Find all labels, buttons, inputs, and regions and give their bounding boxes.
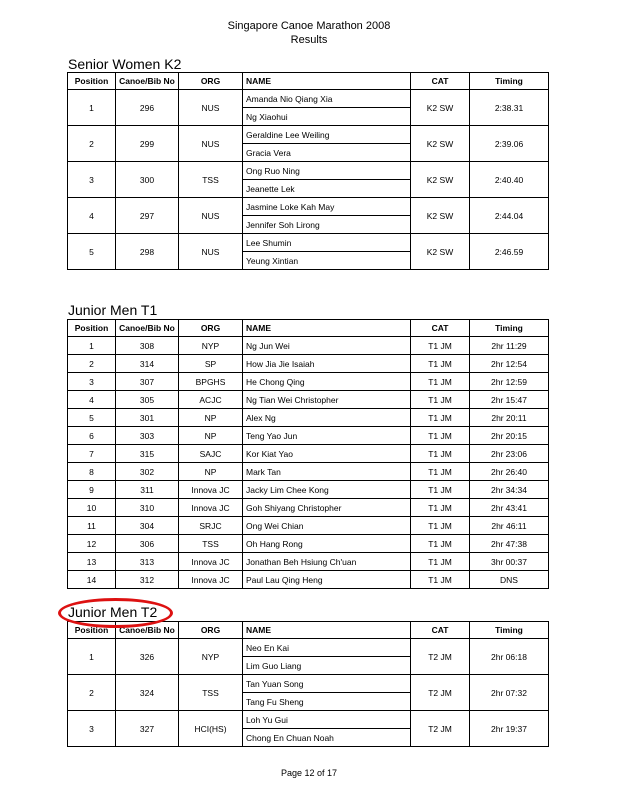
timing-cell: 2hr 11:29 [470,337,549,355]
cat-cell: K2 SW [411,126,470,162]
cat-cell: T1 JM [411,499,470,517]
name-cell: Ng Jun Wei [243,337,411,355]
name-cell: Goh Shiyang Christopher [243,499,411,517]
bib-cell: 296 [116,90,179,126]
bib-cell: 311 [116,481,179,499]
column-header-bib: Canoe/Bib No [116,622,179,639]
name-cell: Mark Tan [243,463,411,481]
cat-cell: T1 JM [411,517,470,535]
org-cell: NP [179,409,243,427]
red-circle-annotation [58,598,173,628]
header-row [68,73,549,90]
cat-cell: T2 JM [411,639,470,675]
table-row [68,553,549,571]
table-row [68,517,549,535]
name-cell: Loh Yu Gui [243,711,411,729]
timing-cell: 2hr 43:41 [470,499,549,517]
timing-cell: 2:39.06 [470,126,549,162]
org-cell: NUS [179,234,243,270]
table-row [68,571,549,589]
timing-cell: 2hr 15:47 [470,391,549,409]
column-header-name: NAME [243,622,411,639]
column-header-position: Position [68,622,116,639]
table-row [68,463,549,481]
name-cell: Paul Lau Qing Heng [243,571,411,589]
name-cell: Jacky Lim Chee Kong [243,481,411,499]
name-cell: Teng Yao Jun [243,427,411,445]
timing-cell: 2hr 06:18 [470,639,549,675]
section-title-senior-women-k2: Senior Women K2 [68,56,182,72]
org-cell: ACJC [179,391,243,409]
bib-cell: 304 [116,517,179,535]
column-header-org: ORG [179,320,243,337]
org-cell: Innova JC [179,499,243,517]
org-cell: SAJC [179,445,243,463]
org-cell: Innova JC [179,571,243,589]
column-header-org: ORG [179,73,243,90]
position-cell: 3 [68,373,116,391]
org-cell: NP [179,427,243,445]
org-cell: SP [179,355,243,373]
column-header-position: Position [68,73,116,90]
position-cell: 7 [68,445,116,463]
org-cell: HCI(HS) [179,711,243,747]
results-table-junior-men-t1 [67,319,549,589]
column-header-cat: CAT [411,73,470,90]
position-cell: 9 [68,481,116,499]
name-cell: Yeung Xintian [243,252,411,270]
timing-cell: 2hr 20:11 [470,409,549,427]
timing-cell: 2:38.31 [470,90,549,126]
bib-cell: 326 [116,639,179,675]
bib-cell: 315 [116,445,179,463]
org-cell: TSS [179,535,243,553]
timing-cell: 2hr 23:06 [470,445,549,463]
table-row [68,391,549,409]
position-cell: 1 [68,90,116,126]
column-header-timing: Timing [470,320,549,337]
bib-cell: 308 [116,337,179,355]
bib-cell: 310 [116,499,179,517]
position-cell: 13 [68,553,116,571]
name-cell: Kor Kiat Yao [243,445,411,463]
section-title-junior-men-t2: Junior Men T2 [68,604,158,620]
column-header-bib: Canoe/Bib No [116,320,179,337]
name-cell: Ng Xiaohui [243,108,411,126]
column-header-position: Position [68,320,116,337]
cat-cell: T1 JM [411,463,470,481]
table-row [68,90,549,108]
org-cell: NP [179,463,243,481]
timing-cell: 2:44.04 [470,198,549,234]
name-cell: Gracia Vera [243,144,411,162]
bib-cell: 297 [116,198,179,234]
document-subtitle: Results [290,34,328,46]
org-cell: NUS [179,126,243,162]
bib-cell: 301 [116,409,179,427]
position-cell: 3 [68,162,116,198]
name-cell: Lee Shumin [243,234,411,252]
timing-cell: 2hr 20:15 [470,427,549,445]
cat-cell: T1 JM [411,535,470,553]
cat-cell: T2 JM [411,675,470,711]
table-row [68,198,549,216]
bib-cell: 306 [116,535,179,553]
cat-cell: T1 JM [411,391,470,409]
org-cell: TSS [179,675,243,711]
column-header-name: NAME [243,320,411,337]
name-cell: Ng Tian Wei Christopher [243,391,411,409]
position-cell: 2 [68,355,116,373]
bib-cell: 305 [116,391,179,409]
table-row [68,126,549,144]
timing-cell: 2hr 34:34 [470,481,549,499]
header-row [68,320,549,337]
table-row [68,481,549,499]
position-cell: 3 [68,711,116,747]
org-cell: Innova JC [179,553,243,571]
timing-cell: 2hr 12:54 [470,355,549,373]
bib-cell: 313 [116,553,179,571]
table-row [68,337,549,355]
name-cell: Tan Yuan Song [243,675,411,693]
name-cell: Geraldine Lee Weiling [243,126,411,144]
timing-cell: 2:46.59 [470,234,549,270]
org-cell: SRJC [179,517,243,535]
bib-cell: 303 [116,427,179,445]
bib-cell: 324 [116,675,179,711]
timing-cell: 2hr 46:11 [470,517,549,535]
name-cell: Chong En Chuan Noah [243,729,411,747]
name-cell: How Jia Jie Isaiah [243,355,411,373]
position-cell: 11 [68,517,116,535]
name-cell: Oh Hang Rong [243,535,411,553]
timing-cell: 3hr 00:37 [470,553,549,571]
name-cell: Jeanette Lek [243,180,411,198]
cat-cell: K2 SW [411,198,470,234]
column-header-cat: CAT [411,320,470,337]
timing-cell: 2hr 19:37 [470,711,549,747]
position-cell: 6 [68,427,116,445]
column-header-cat: CAT [411,622,470,639]
table-row [68,639,549,657]
cat-cell: T1 JM [411,355,470,373]
org-cell: NUS [179,198,243,234]
position-cell: 1 [68,639,116,675]
cat-cell: T2 JM [411,711,470,747]
bib-cell: 300 [116,162,179,198]
timing-cell: 2hr 47:38 [470,535,549,553]
position-cell: 5 [68,234,116,270]
name-cell: Ong Ruo Ning [243,162,411,180]
position-cell: 4 [68,198,116,234]
position-cell: 8 [68,463,116,481]
org-cell: Innova JC [179,481,243,499]
column-header-timing: Timing [470,622,549,639]
bib-cell: 298 [116,234,179,270]
cat-cell: T1 JM [411,571,470,589]
table-row [68,445,549,463]
name-cell: Alex Ng [243,409,411,427]
table-row [68,373,549,391]
org-cell: NUS [179,90,243,126]
cat-cell: K2 SW [411,90,470,126]
timing-cell: 2:40.40 [470,162,549,198]
column-header-timing: Timing [470,73,549,90]
column-header-org: ORG [179,622,243,639]
position-cell: 1 [68,337,116,355]
results-table-junior-men-t2 [67,621,549,747]
bib-cell: 327 [116,711,179,747]
cat-cell: T1 JM [411,445,470,463]
table-row [68,499,549,517]
table-row [68,427,549,445]
name-cell: Ong Wei Chian [243,517,411,535]
name-cell: Amanda Nio Qiang Xia [243,90,411,108]
position-cell: 5 [68,409,116,427]
timing-cell: 2hr 26:40 [470,463,549,481]
table-row [68,355,549,373]
section-title-junior-men-t1: Junior Men T1 [68,302,158,318]
table-row [68,162,549,180]
position-cell: 10 [68,499,116,517]
cat-cell: T1 JM [411,481,470,499]
bib-cell: 314 [116,355,179,373]
bib-cell: 302 [116,463,179,481]
name-cell: He Chong Qing [243,373,411,391]
cat-cell: T1 JM [411,409,470,427]
results-table-senior-women-k2 [67,72,549,270]
name-cell: Jonathan Beh Hsiung Ch'uan [243,553,411,571]
cat-cell: K2 SW [411,162,470,198]
cat-cell: T1 JM [411,373,470,391]
table-row [68,675,549,693]
position-cell: 2 [68,675,116,711]
cat-cell: T1 JM [411,553,470,571]
org-cell: NYP [179,337,243,355]
column-header-bib: Canoe/Bib No [116,73,179,90]
cat-cell: T1 JM [411,337,470,355]
table-row [68,234,549,252]
cat-cell: K2 SW [411,234,470,270]
name-cell: Jasmine Loke Kah May [243,198,411,216]
table-row [68,409,549,427]
table-row [68,535,549,553]
cat-cell: T1 JM [411,427,470,445]
org-cell: TSS [179,162,243,198]
position-cell: 14 [68,571,116,589]
name-cell: Lim Guo Liang [243,657,411,675]
bib-cell: 307 [116,373,179,391]
position-cell: 4 [68,391,116,409]
timing-cell: 2hr 12:59 [470,373,549,391]
name-cell: Jennifer Soh Lirong [243,216,411,234]
name-cell: Neo En Kai [243,639,411,657]
org-cell: NYP [179,639,243,675]
page-number: Page 12 of 17 [280,768,338,778]
column-header-name: NAME [243,73,411,90]
document-title: Singapore Canoe Marathon 2008 [227,20,391,32]
name-cell: Tang Fu Sheng [243,693,411,711]
position-cell: 12 [68,535,116,553]
timing-cell: DNS [470,571,549,589]
org-cell: BPGHS [179,373,243,391]
timing-cell: 2hr 07:32 [470,675,549,711]
position-cell: 2 [68,126,116,162]
table-row [68,711,549,729]
bib-cell: 299 [116,126,179,162]
bib-cell: 312 [116,571,179,589]
